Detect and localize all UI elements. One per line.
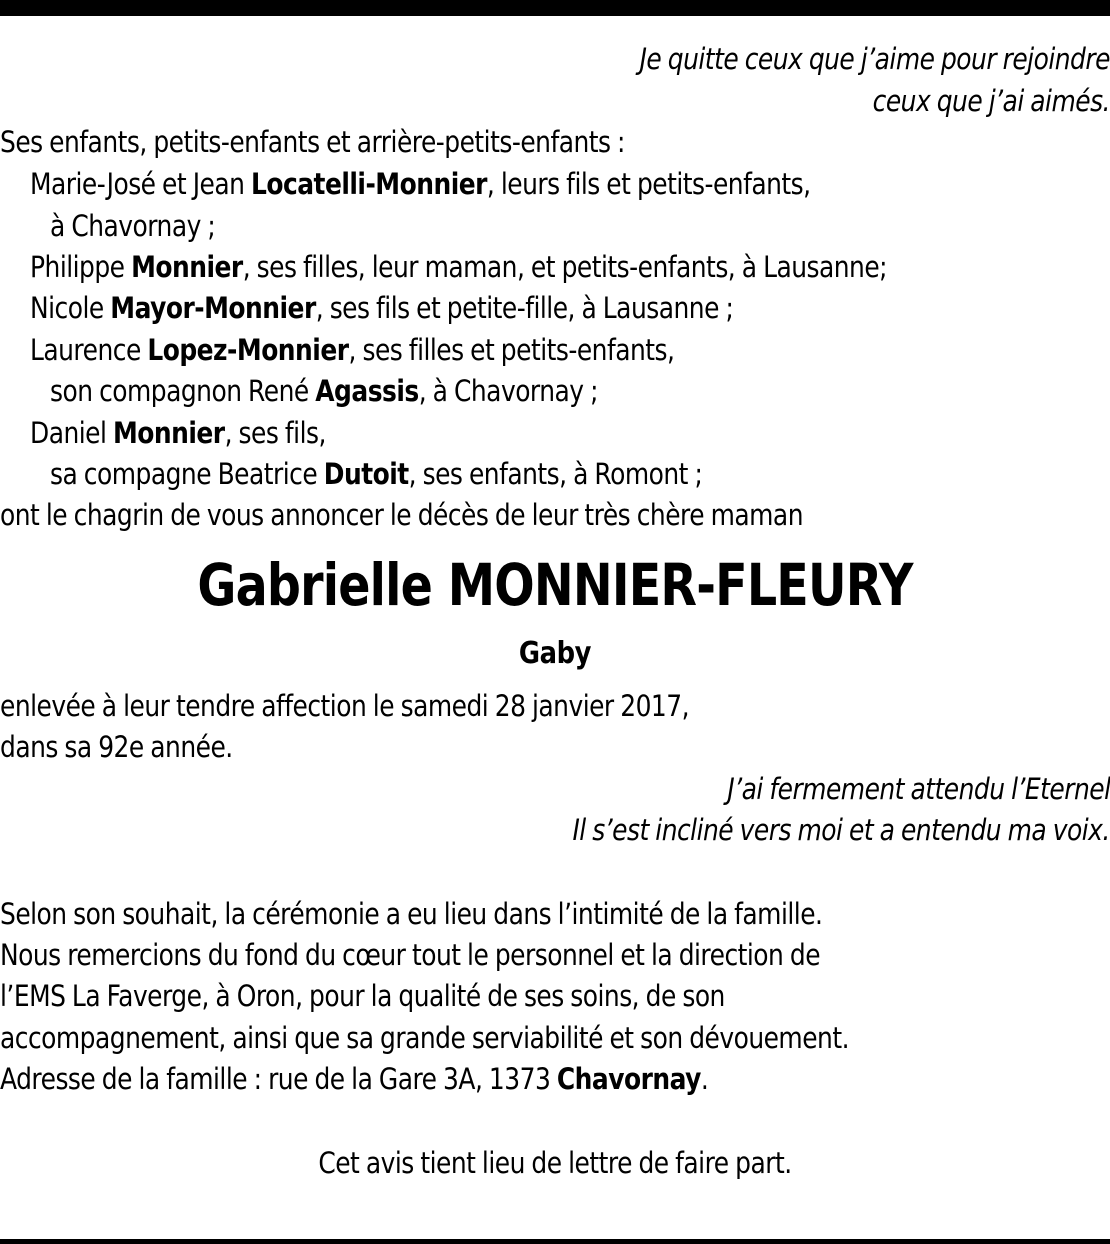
bottom-border	[0, 1239, 1110, 1244]
family-member-4-name: Lopez-Monnier	[147, 333, 349, 367]
family-member-2-name: Monnier	[131, 250, 243, 284]
verse-line-1: J’ai fermement attendu l’Eternel	[726, 772, 1110, 806]
family-member-5-cont-pre: sa compagne Beatrice	[50, 457, 324, 491]
deceased-nickname: Gaby	[518, 636, 592, 671]
family-member-1-pre: Marie-José et Jean	[30, 167, 251, 201]
family-member-1-post: , leurs fils et petits-enfants,	[486, 167, 811, 201]
family-member-1-name: Locatelli-Monnier	[250, 167, 487, 201]
family-member-5-post: , ses fils,	[224, 416, 326, 450]
verse-line-2: Il s’est incliné vers moi et a entendu ma voix.	[572, 813, 1110, 847]
family-member-4-cont-post: , à Chavornay ;	[418, 374, 598, 408]
family-member-5-cont-post: , ses enfants, à Romont ;	[408, 457, 703, 491]
family-member-5-name: Monnier	[112, 416, 225, 450]
family-member-1	[30, 167, 811, 201]
death-line-2: dans sa 92e année.	[0, 730, 233, 764]
family-member-1-cont: à Chavornay ;	[50, 209, 216, 243]
announcement-line: ont le chagrin de vous annoncer le décès de leur très chère maman	[0, 498, 803, 532]
family-member-5-pre: Daniel	[30, 416, 113, 450]
family-member-2-pre: Philippe	[30, 250, 132, 284]
family-member-1-continuation	[50, 209, 215, 243]
family-member-2-post: , ses filles, leur maman, et petits-enfants, à Lausanne;	[242, 250, 888, 284]
family-member-4-cont-pre: son compagnon René	[50, 374, 316, 408]
top-border	[0, 0, 1110, 16]
family-member-3-pre: Nicole	[30, 291, 111, 325]
deceased-name: Gabrielle MONNIER-FLEURY	[197, 551, 913, 619]
family-member-5-continuation	[50, 457, 702, 491]
family-member-5	[30, 416, 326, 450]
family-member-5-cont-name: Dutoit	[323, 457, 409, 491]
family-member-4	[30, 333, 674, 367]
family-member-3-name: Mayor-Monnier	[110, 291, 316, 325]
family-member-3	[30, 291, 733, 325]
closing-line-2: Nous remercions du fond du cœur tout le personnel et la direction de	[0, 938, 821, 972]
epigraph-line-2: ceux que j’ai aimés.	[872, 84, 1110, 118]
family-address-text: Adresse de la famille : rue de la Gare 3A, 1373	[0, 1062, 557, 1096]
closing-line-4: accompagnement, ainsi que sa grande serviabilité et son dévouement.	[0, 1021, 850, 1055]
family-address-end: .	[700, 1062, 709, 1096]
family-member-3-post: , ses fils et petite-fille, à Lausanne ;	[315, 291, 734, 325]
family-address	[0, 1062, 708, 1096]
epigraph-line-1: Je quitte ceux que j’aime pour rejoindre	[639, 42, 1110, 76]
intro-line: Ses enfants, petits-enfants et arrière-petits-enfants :	[0, 125, 625, 159]
closing-line-1: Selon son souhait, la cérémonie a eu lieu dans l’intimité de la famille.	[0, 897, 823, 931]
family-address-town: Chavornay	[556, 1062, 701, 1096]
death-line-1: enlevée à leur tendre affection le samedi 28 janvier 2017,	[0, 689, 690, 723]
family-member-4-cont-name: Agassis	[315, 374, 419, 408]
closing-line-3: l’EMS La Faverge, à Oron, pour la qualité de ses soins, de son	[0, 979, 725, 1013]
family-member-4-post: , ses filles et petits-enfants,	[348, 333, 675, 367]
family-member-4-continuation	[50, 374, 598, 408]
family-member-2	[30, 250, 887, 284]
footer-note: Cet avis tient lieu de lettre de faire part.	[318, 1146, 792, 1180]
family-member-4-pre: Laurence	[30, 333, 148, 367]
